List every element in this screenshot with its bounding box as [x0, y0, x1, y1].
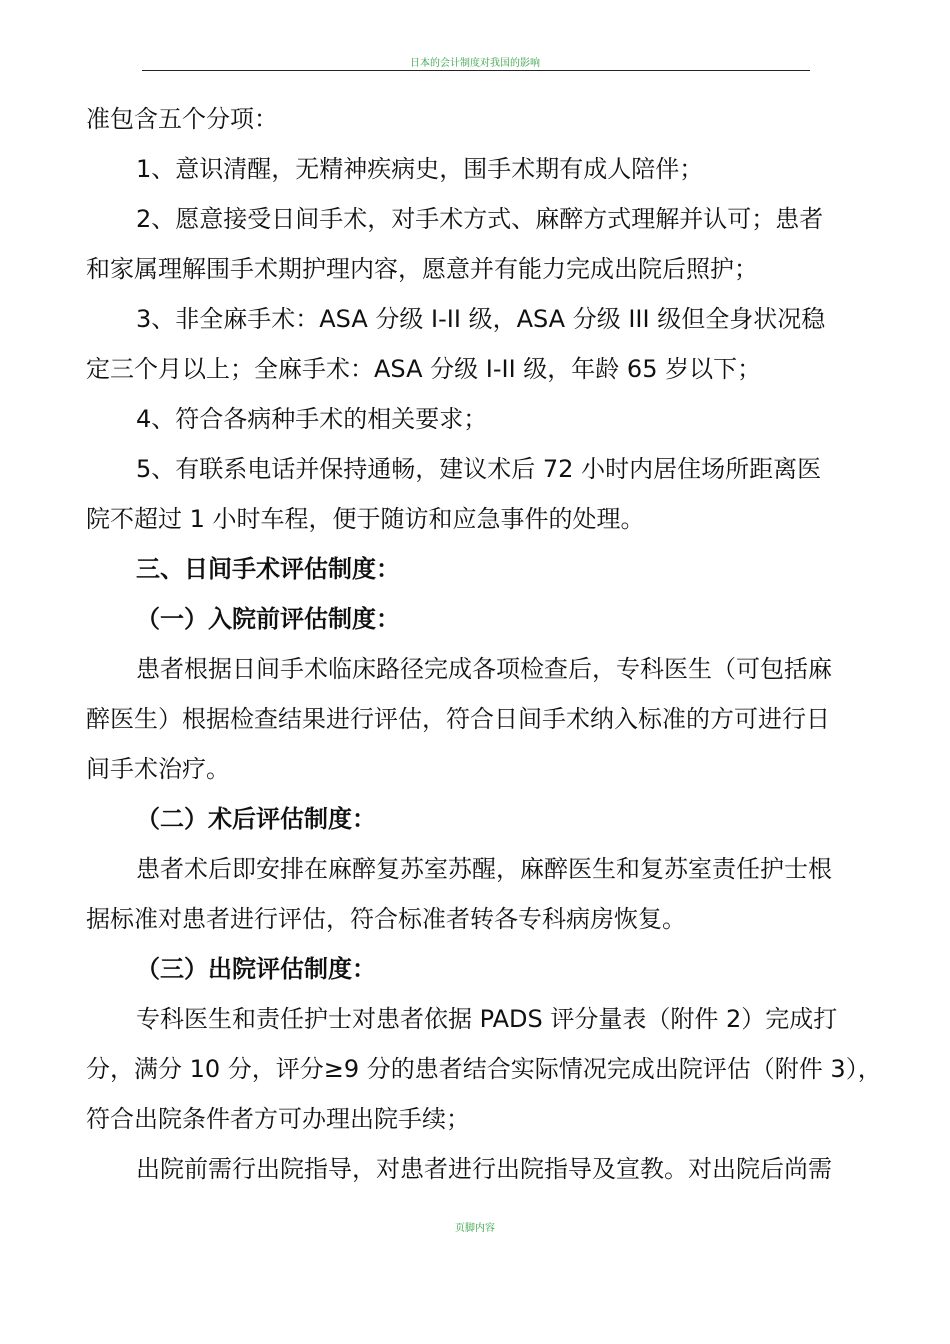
page-header: 日本的会计制度对我国的影响	[410, 58, 540, 69]
text-line: 准包含五个分项：	[86, 105, 278, 133]
header-divider	[142, 70, 810, 71]
text-line: 和家属理解围手术期护理内容，愿意并有能力完成出院后照护；	[86, 255, 758, 283]
text-line: 分，满分 10 分，评分≥9 分的患者结合实际情况完成出院评估（附件 3），	[86, 1055, 882, 1083]
list-item-1: 1、意识清醒，无精神疾病史，围手术期有成人陪伴；	[136, 155, 704, 183]
text-line: 间手术治疗。	[86, 755, 230, 783]
text-line: 院不超过 1 小时车程，便于随访和应急事件的处理。	[86, 505, 645, 533]
list-item-4: 4、符合各病种手术的相关要求；	[136, 405, 488, 433]
list-item-5: 5、有联系电话并保持通畅，建议术后 72 小时内居住场所距离医	[136, 455, 822, 483]
subsection-heading-1: （一）入院前评估制度：	[136, 605, 400, 633]
list-item-2: 2、愿意接受日间手术，对手术方式、麻醉方式理解并认可；患者	[136, 205, 824, 233]
paragraph-line: 专科医生和责任护士对患者依据 PADS 评分量表（附件 2）完成打	[136, 1005, 838, 1033]
list-item-3: 3、非全麻手术：ASA 分级 I-II 级，ASA 分级 III 级但全身状况稳	[136, 305, 826, 333]
section-heading: 三、日间手术评估制度：	[136, 555, 400, 583]
text-line: 定三个月以上；全麻手术：ASA 分级 I-II 级，年龄 65 岁以下；	[86, 355, 762, 383]
page-footer: 页脚内容	[455, 1223, 495, 1234]
text-line: 符合出院条件者方可办理出院手续；	[86, 1105, 470, 1133]
document-body	[86, 94, 882, 1194]
paragraph-line: 患者术后即安排在麻醉复苏室苏醒，麻醉医生和复苏室责任护士根	[136, 855, 832, 883]
subsection-heading-2: （二）术后评估制度：	[136, 805, 376, 833]
paragraph-line: 患者根据日间手术临床路径完成各项检查后，专科医生（可包括麻	[136, 655, 832, 683]
paragraph-line: 出院前需行出院指导，对患者进行出院指导及宣教。对出院后尚需	[136, 1155, 832, 1183]
text-line: 醉医生）根据检查结果进行评估，符合日间手术纳入标准的方可进行日	[86, 705, 830, 733]
text-line: 据标准对患者进行评估，符合标准者转各专科病房恢复。	[86, 905, 686, 933]
subsection-heading-3: （三）出院评估制度：	[136, 955, 376, 983]
